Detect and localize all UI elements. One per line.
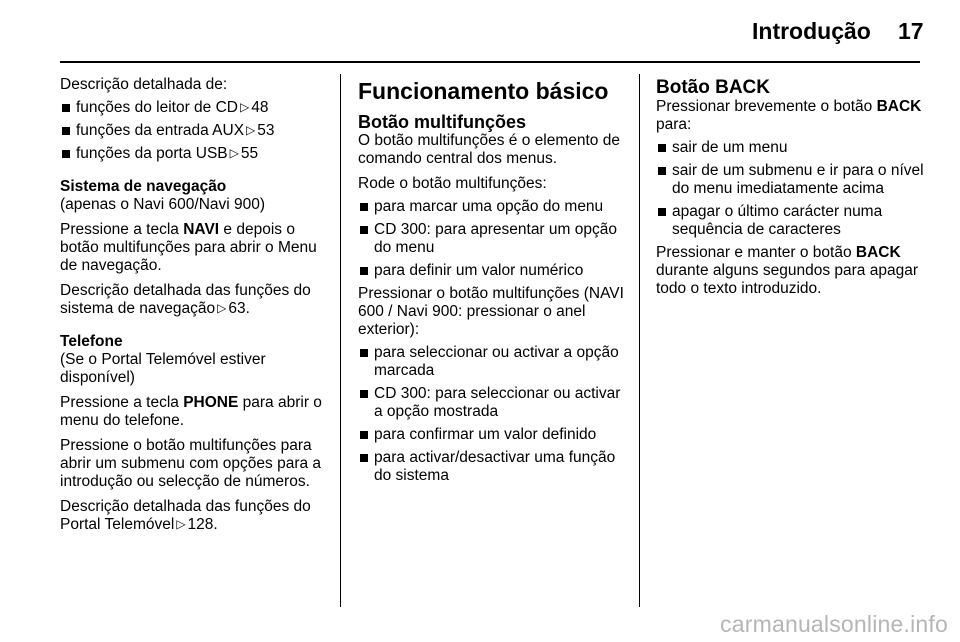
text: Descrição detalhada das funções do Portal Telemóvel: [60, 498, 311, 533]
navi-key-label: NAVI: [183, 221, 220, 238]
arrow-right-icon: ▷: [229, 146, 239, 160]
tel-paragraph-3: Pressione o botão multifunções para abrir um submenu com opções para a introdução ou selecção de números.: [60, 437, 322, 490]
text: para abrir o menu do telefone.: [60, 394, 322, 429]
list-item-text: funções da porta USB: [76, 145, 228, 162]
list-item: para confirmar um valor definido: [358, 426, 626, 444]
text: Descrição detalhada das funções do sistema de navegação: [60, 282, 311, 317]
page-ref[interactable]: 128.: [187, 516, 218, 533]
back-key-label: BACK: [876, 98, 922, 115]
knob-paragraph-3: Pressionar o botão multifunções (NAVI 600 / Navi 900: pressionar o anel exterior):: [358, 285, 624, 338]
page-ref[interactable]: 48: [251, 99, 269, 116]
arrow-right-icon: ▷: [176, 517, 186, 531]
list-item: [60, 122, 332, 140]
intro-text: Descrição detalhada de:: [60, 76, 228, 93]
list-item: para marcar uma opção do menu: [358, 198, 626, 216]
back-paragraph-2: [656, 244, 924, 298]
list-item: apagar o último carácter numa sequência de caracteres: [656, 203, 924, 239]
arrow-right-icon: ▷: [217, 301, 227, 315]
text: e depois o botão multifunções para abrir o Menu de navegação.: [60, 221, 317, 274]
list-item: [60, 99, 332, 117]
list-item: para activar/desactivar uma função do sistema: [358, 449, 626, 485]
list-item: [60, 145, 332, 163]
list-item-text: funções da entrada AUX: [76, 122, 245, 139]
header-divider: [60, 61, 920, 63]
page-ref[interactable]: 63.: [228, 300, 250, 317]
nav-paragraph-3: [60, 282, 332, 318]
list-item: CD 300: para apresentar um opção do menu: [358, 221, 626, 257]
list-item: para definir um valor numérico: [358, 262, 626, 280]
tel-paragraph-1: (Se o Portal Telemóvel estiver disponível): [60, 351, 266, 386]
nav-heading: Sistema de navegação: [60, 178, 227, 195]
list-item: sair de um submenu e ir para o nível do menu imediatamente acima: [656, 162, 924, 198]
column-1: [60, 76, 332, 541]
column-divider-1: [340, 74, 341, 607]
back-paragraph-1: [656, 98, 924, 134]
text: Pressione a tecla: [60, 394, 184, 411]
list-item-text: funções do leitor de CD: [76, 99, 238, 116]
multifunction-knob-heading: Botão multifunções: [358, 112, 527, 132]
rotate-list: [358, 198, 626, 280]
page-ref[interactable]: 53: [257, 122, 275, 139]
nav-paragraph-1: (apenas o Navi 600/Navi 900): [60, 196, 266, 213]
press-list: [358, 344, 626, 485]
page-ref[interactable]: 55: [240, 145, 259, 162]
knob-paragraph-1: O botão multifunções é o elemento de comando central dos menus.: [358, 132, 620, 167]
tel-paragraph-2: [60, 394, 332, 430]
list-item: CD 300: para seleccionar ou activar a opção mostrada: [358, 385, 626, 421]
text: Pressionar e manter o botão: [656, 244, 856, 261]
back-key-label: BACK: [855, 244, 901, 261]
nav-paragraph-2: [60, 221, 332, 275]
phone-key-label: PHONE: [183, 394, 239, 411]
arrow-right-icon: ▷: [239, 100, 250, 114]
section-title: Funcionamento básico: [358, 78, 609, 104]
text: Pressionar brevemente o botão: [656, 98, 877, 115]
list-item: para seleccionar ou activar a opção marcada: [358, 344, 626, 380]
page-number: 17: [898, 18, 924, 44]
column-divider-2: [639, 74, 640, 607]
feature-list: [60, 99, 332, 163]
watermark: carmanualsonline.info: [720, 611, 948, 637]
text: Pressione a tecla: [60, 221, 184, 238]
knob-paragraph-2: Rode o botão multifunções:: [358, 175, 547, 192]
tel-paragraph-4: [60, 498, 332, 534]
column-3: [656, 76, 924, 305]
back-list: [656, 139, 924, 239]
page-header-title: Introdução: [752, 18, 871, 44]
arrow-right-icon: ▷: [246, 123, 256, 137]
text: durante alguns segundos para apagar todo o texto introduzido.: [656, 262, 918, 297]
telephone-heading: Telefone: [60, 333, 123, 350]
list-item: sair de um menu: [656, 139, 924, 157]
column-2: [358, 76, 626, 490]
text: para:: [656, 116, 692, 133]
back-button-heading: Botão BACK: [656, 77, 770, 98]
